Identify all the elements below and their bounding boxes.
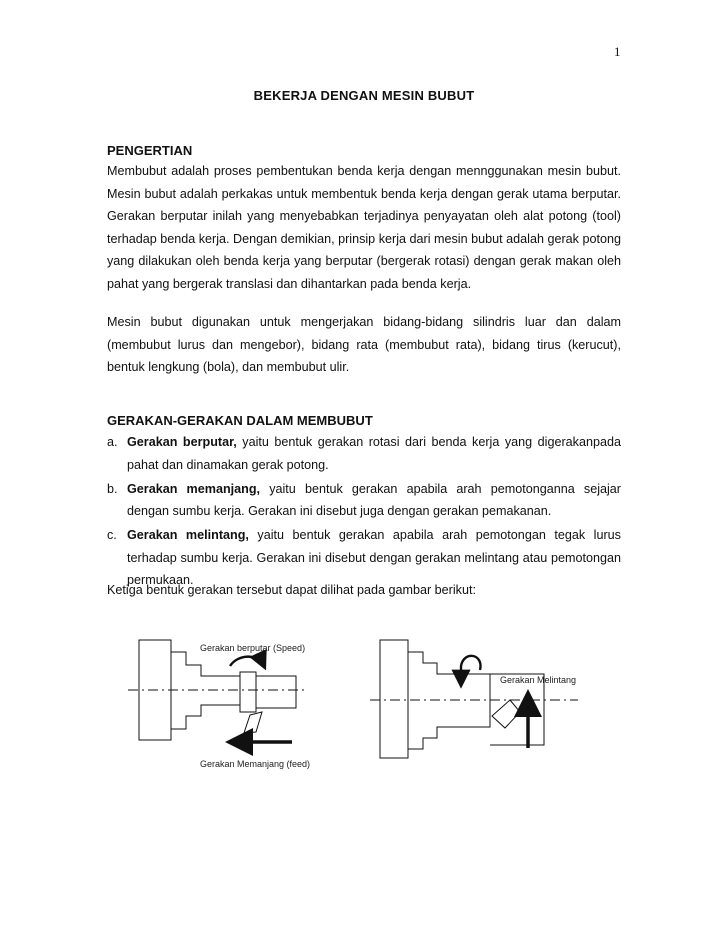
cutting-tool	[244, 712, 262, 733]
list-text: yaitu bentuk gerakan rotasi dari benda kerja yang digerakanpada pahat dan dinamakan gerak potong.	[127, 435, 621, 472]
paragraph-definition: Membubut adalah proses pembentukan benda kerja dengan mennggunakan mesin bubut. Mesin bubut adalah perkakas untuk membentuk benda kerja dengan gerak utama berputar. Gerakan berputar inilah yang menyebabkan terjadinya penyayatan oleh alat potong (tool) terhadap benda kerja. Dengan demikian, prinsip kerja dari mesin bubut adalah gerak potong yang dilakukan oleh benda kerja yang berputar (bergerak rotasi) dengan gerak makan oleh pahat yang bergerak translasi dan dihantarkan pada benda kerja.	[107, 164, 621, 291]
cutting-tool	[492, 700, 520, 728]
workpiece	[256, 676, 296, 708]
label-feed: Gerakan Memanjang (feed)	[200, 759, 311, 769]
paragraph-usage: Mesin bubut digunakan untuk mengerjakan bidang-bidang silindris luar dan dalam (membubut lurus dan mengebor), bidang rata (membubut rata), bidang tirus (kerucut), bentuk lengkung (bola), dan membubut ulir.	[107, 315, 621, 374]
chuck-body	[380, 640, 408, 758]
list-marker: b.	[107, 481, 118, 496]
section-heading-pengertian: PENGERTIAN	[107, 143, 193, 158]
rotation-arrow-icon	[230, 657, 264, 666]
paragraph-figure-intro: Ketiga bentuk gerakan tersebut dapat dilihat pada gambar berikut:	[107, 583, 476, 597]
list-marker: a.	[107, 435, 118, 449]
document-title: BEKERJA DENGAN MESIN BUBUT	[253, 88, 475, 103]
rotation-arrow-icon	[461, 656, 481, 684]
list-term: Gerakan melintang,	[127, 528, 249, 542]
list-text: yaitu bentuk gerakan apabila arah pemotongan tegak lurus terhadap sumbu kerja. Gerakan ini disebut dengan gerakan melintang atau pemotongan permukaan.	[127, 528, 621, 587]
list-term: Gerakan berputar,	[127, 435, 237, 449]
page-number: 1	[614, 44, 621, 59]
label-cross: Gerakan Melintang	[500, 675, 577, 685]
list-marker: c.	[107, 528, 117, 542]
workpiece-step	[240, 672, 256, 712]
list-text: yaitu bentuk gerakan apabila arah pemotonganna sejajar dengan sumbu kerja. Gerakan ini disebut juga dengan gerakan pemakanan.	[127, 481, 621, 518]
section-heading-gerakan: GERAKAN-GERAKAN DALAM MEMBUBUT	[107, 413, 373, 428]
list-term: Gerakan memanjang,	[127, 481, 261, 496]
longitudinal-turning-diagram	[128, 640, 306, 740]
label-speed: Gerakan berputar (Speed)	[200, 643, 306, 653]
cross-turning-diagram	[370, 640, 578, 758]
